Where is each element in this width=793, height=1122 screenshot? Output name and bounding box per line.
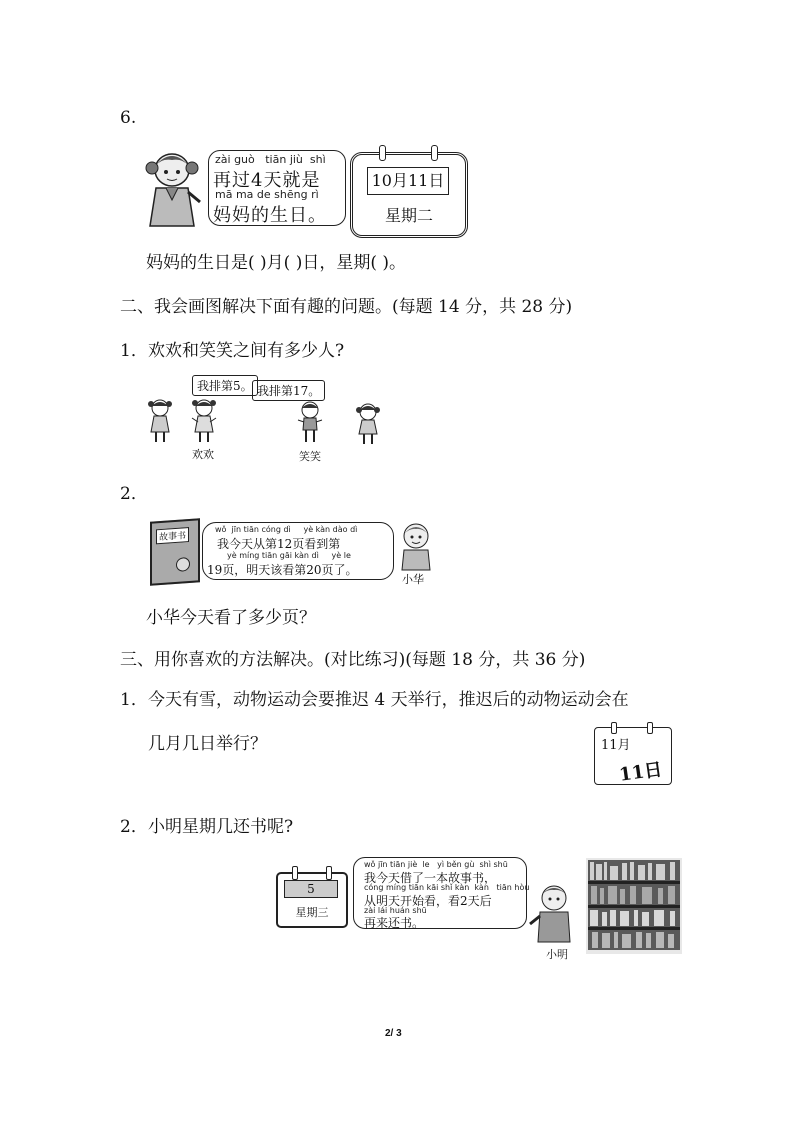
- s2-p2-speech-bubble: [202, 522, 394, 580]
- s2-p2-question: 小华今天看了多少页？: [146, 608, 316, 628]
- speech-pinyin: yè míng tiān gāi kàn dì yè le: [227, 551, 351, 560]
- calendar-ring: [379, 145, 386, 161]
- speech-pinyin: mā ma de shēng rì: [215, 188, 319, 201]
- calendar-ring: [647, 722, 653, 734]
- kid-huanhuan-illustration: [190, 398, 218, 444]
- s2-p2-number: 2．: [120, 484, 148, 504]
- calendar-ring: [611, 722, 617, 734]
- speech-text: 我今天从第12页看到第: [217, 537, 341, 551]
- q6-question: 妈妈的生日是( )月( )日，星期( )。: [146, 253, 407, 273]
- calendar-weekday: 星期二: [384, 206, 433, 225]
- kid-illustration: [146, 398, 174, 444]
- speech-pinyin: wǒ jīn tiān jiè le yì běn gù shì shū: [364, 860, 508, 869]
- storybook-illustration: [150, 518, 200, 585]
- s3-p1-line2: 几月几日举行？: [148, 734, 267, 754]
- section3-heading: 三、用你喜欢的方法解决。(对比练习)(每题 18 分，共 36 分): [120, 650, 586, 670]
- q6-calendar: [350, 152, 468, 238]
- calendar-day: 11日: [617, 759, 664, 786]
- speech-pinyin: zài lái huán shū: [364, 906, 427, 915]
- xiaoxiao-label: 笑笑: [299, 450, 321, 463]
- tearoff-calendar: [594, 727, 672, 785]
- s3-p1-line1: 今天有雪，动物运动会要推迟 4 天举行，推迟后的动物运动会在: [148, 690, 629, 710]
- speech-text: 从明天开始看，看2天后: [364, 894, 492, 908]
- speech-text: 妈妈的生日。: [213, 205, 327, 226]
- q6-number: 6.: [120, 108, 137, 128]
- speech-text: 再来还书。: [364, 916, 425, 930]
- s3-p2-calendar: [276, 872, 348, 928]
- s3-p2-question: 小明星期几还书呢?: [148, 817, 294, 837]
- xiaoming-illustration: [528, 884, 578, 944]
- speech-text: 再过4天就是: [213, 170, 321, 191]
- huanhuan-label: 欢欢: [192, 448, 214, 461]
- huanhuan-speech-bubble: 我排第5。: [192, 375, 258, 396]
- calendar-weekday: 星期三: [295, 906, 329, 919]
- speech-pinyin: wǒ jīn tiān cóng dì yè kàn dào dì: [215, 525, 358, 534]
- xiaoming-label: 小明: [546, 948, 568, 961]
- speech-pinyin: cóng míng tiān kāi shǐ kàn kàn tiān hòu: [364, 883, 530, 892]
- girl-illustration: [142, 148, 204, 228]
- s2-p1-question: 欢欢和笑笑之间有多少人?: [148, 341, 345, 361]
- xiaohua-illustration: [398, 522, 434, 572]
- calendar-date: 10月11日: [367, 167, 449, 195]
- s3-p1-number: 1．: [120, 690, 148, 710]
- s3-p2-number: 2．: [120, 817, 148, 837]
- kid-illustration: [354, 402, 382, 446]
- calendar-date: 5: [284, 880, 338, 898]
- page-number: 2/ 3: [385, 1028, 402, 1039]
- xiaoxiao-speech-bubble: 我排第17。: [252, 380, 325, 401]
- flower-icon: [176, 557, 190, 572]
- xiaohua-label: 小华: [402, 573, 424, 586]
- calendar-month: 11月: [601, 738, 631, 753]
- q6-speech-bubble: [208, 150, 346, 226]
- calendar-ring: [326, 866, 332, 880]
- speech-pinyin: zài guò tiān jiù shì: [215, 153, 326, 166]
- s2-p1-number: 1．: [120, 341, 148, 361]
- kid-xiaoxiao-illustration: [296, 400, 324, 444]
- speech-text: 19页，明天该看第20页了。: [207, 563, 358, 577]
- s3-p2-speech-bubble: [353, 857, 530, 930]
- calendar-ring: [292, 866, 298, 880]
- storybook-title: 故事书: [156, 527, 189, 544]
- bookshelf-image: [586, 858, 682, 954]
- calendar-ring: [431, 145, 438, 161]
- section2-heading: 二、我会画图解决下面有趣的问题。(每题 14 分，共 28 分): [120, 297, 573, 317]
- speech-text: 我今天借了一本故事书，: [364, 871, 497, 885]
